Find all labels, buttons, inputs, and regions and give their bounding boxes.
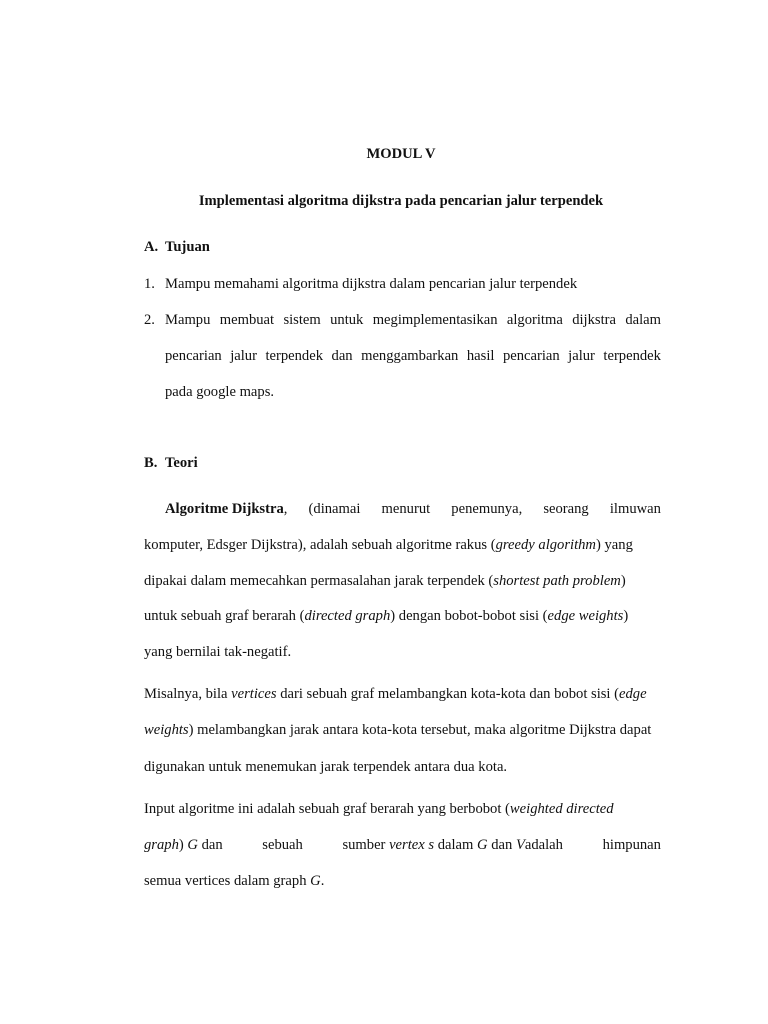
paragraph-line: digunakan untuk menemukan jarak terpendek antara dua kota. xyxy=(144,759,508,775)
word: hasil xyxy=(466,348,495,364)
section-a-heading xyxy=(144,238,210,256)
word: seorang xyxy=(543,501,589,517)
section-b-heading xyxy=(144,454,198,472)
list-text: Mampu memahami algoritma dijkstra dalam pencarian jalur terpendek xyxy=(165,276,578,292)
text-run: untuk sebuah graf berarah ( xyxy=(144,608,305,624)
paragraph-line xyxy=(144,685,647,703)
word: pencarian xyxy=(502,348,560,364)
paragraph-line xyxy=(144,721,651,739)
paragraph-line: yang bernilai tak-negatif. xyxy=(144,644,292,660)
text-run: . xyxy=(320,873,325,889)
text-run: Misalnya, bila xyxy=(144,686,232,702)
word: terpendek xyxy=(603,348,661,364)
text-run: ) xyxy=(623,608,629,624)
text-run: ) xyxy=(620,573,626,589)
word: , xyxy=(283,501,288,517)
paragraph-line xyxy=(144,800,614,818)
text-run xyxy=(144,836,223,854)
section-a-title: Tujuan xyxy=(165,239,210,255)
text-run: ) melambangkan jarak antara kota-kota tersebut, maka algoritme Dijkstra dapat xyxy=(188,722,652,738)
bold-term: Algoritme Dijkstra xyxy=(165,501,284,517)
text-run: ) dengan bobot-bobot sisi ( xyxy=(390,608,548,624)
italic-term: weighted directed xyxy=(509,801,614,817)
word: himpunan xyxy=(602,837,661,853)
word: dijkstra xyxy=(572,312,616,328)
paragraph-line xyxy=(144,836,661,854)
word: jalur xyxy=(568,348,595,364)
word: menurut xyxy=(381,501,431,517)
italic-term: shortest path problem xyxy=(493,573,621,589)
italic-term: G xyxy=(310,873,321,889)
text-run: dalam xyxy=(434,837,478,853)
text-run: komputer, Edsger Dijkstra), adalah sebuah algoritme rakus ( xyxy=(144,537,496,553)
italic-term: edge xyxy=(619,686,647,702)
list-item-line xyxy=(165,311,661,329)
section-a-letter: A. xyxy=(144,239,159,255)
word: dan xyxy=(331,348,353,364)
text-run: Input algoritme ini adalah sebuah graf berarah yang berbobot ( xyxy=(144,801,510,817)
word: untuk xyxy=(330,312,364,328)
word: megimplementasikan xyxy=(372,312,498,328)
list-number: 1. xyxy=(144,276,155,292)
paragraph-line xyxy=(144,536,661,554)
italic-term: greedy algorithm xyxy=(495,537,596,553)
text-run: semua vertices dalam graph xyxy=(144,873,311,889)
word: dalam xyxy=(625,312,661,328)
italic-term: V xyxy=(515,837,525,853)
word: terpendek xyxy=(265,348,324,364)
text-run: ) yang xyxy=(595,537,633,553)
italic-term: G xyxy=(477,837,488,853)
italic-term: vertex s xyxy=(389,837,435,853)
list-item-line: pada google maps. xyxy=(165,384,275,400)
italic-term: G xyxy=(187,837,198,853)
word: menggambarkan xyxy=(361,348,459,364)
module-subtitle: Implementasi algoritma dijkstra pada pencarian jalur terpendek xyxy=(198,193,604,209)
italic-term: graph xyxy=(144,837,179,853)
word: (dinamai xyxy=(308,501,361,517)
text-run: ) xyxy=(178,837,188,853)
term-first-words xyxy=(165,500,287,518)
italic-term: directed graph xyxy=(304,608,391,624)
paragraph-line xyxy=(144,607,628,625)
italic-term: edge weights xyxy=(547,608,624,624)
module-title: MODUL V xyxy=(366,146,436,162)
text-run xyxy=(342,836,563,854)
list-item-line xyxy=(165,347,661,365)
text-run: adalah xyxy=(524,837,563,853)
paragraph-line xyxy=(144,572,626,590)
word: jalur xyxy=(230,348,257,364)
text-run: dan xyxy=(197,837,223,853)
text-run: dari sebuah graf melambangkan kota-kota dan bobot sisi ( xyxy=(276,686,619,702)
section-b-letter: B. xyxy=(144,455,158,471)
italic-term: weights xyxy=(144,722,189,738)
text-run: dipakai dalam memecahkan permasalahan jarak terpendek ( xyxy=(144,573,494,589)
list-number: 2. xyxy=(144,312,155,328)
word: penemunya, xyxy=(451,501,523,517)
text-run: dan xyxy=(487,837,516,853)
section-b-title: Teori xyxy=(165,455,198,471)
text-run: sumber xyxy=(342,837,390,853)
italic-term: vertices xyxy=(231,686,277,702)
word: algoritma xyxy=(506,312,563,328)
word: membuat xyxy=(219,312,275,328)
word: ilmuwan xyxy=(609,501,661,517)
word: Mampu xyxy=(165,312,211,328)
word: sebuah xyxy=(262,837,303,853)
word: pencarian xyxy=(165,348,222,364)
list-item xyxy=(144,275,577,293)
paragraph-line xyxy=(165,500,661,518)
word: sistem xyxy=(283,312,321,328)
paragraph-line xyxy=(144,872,324,890)
